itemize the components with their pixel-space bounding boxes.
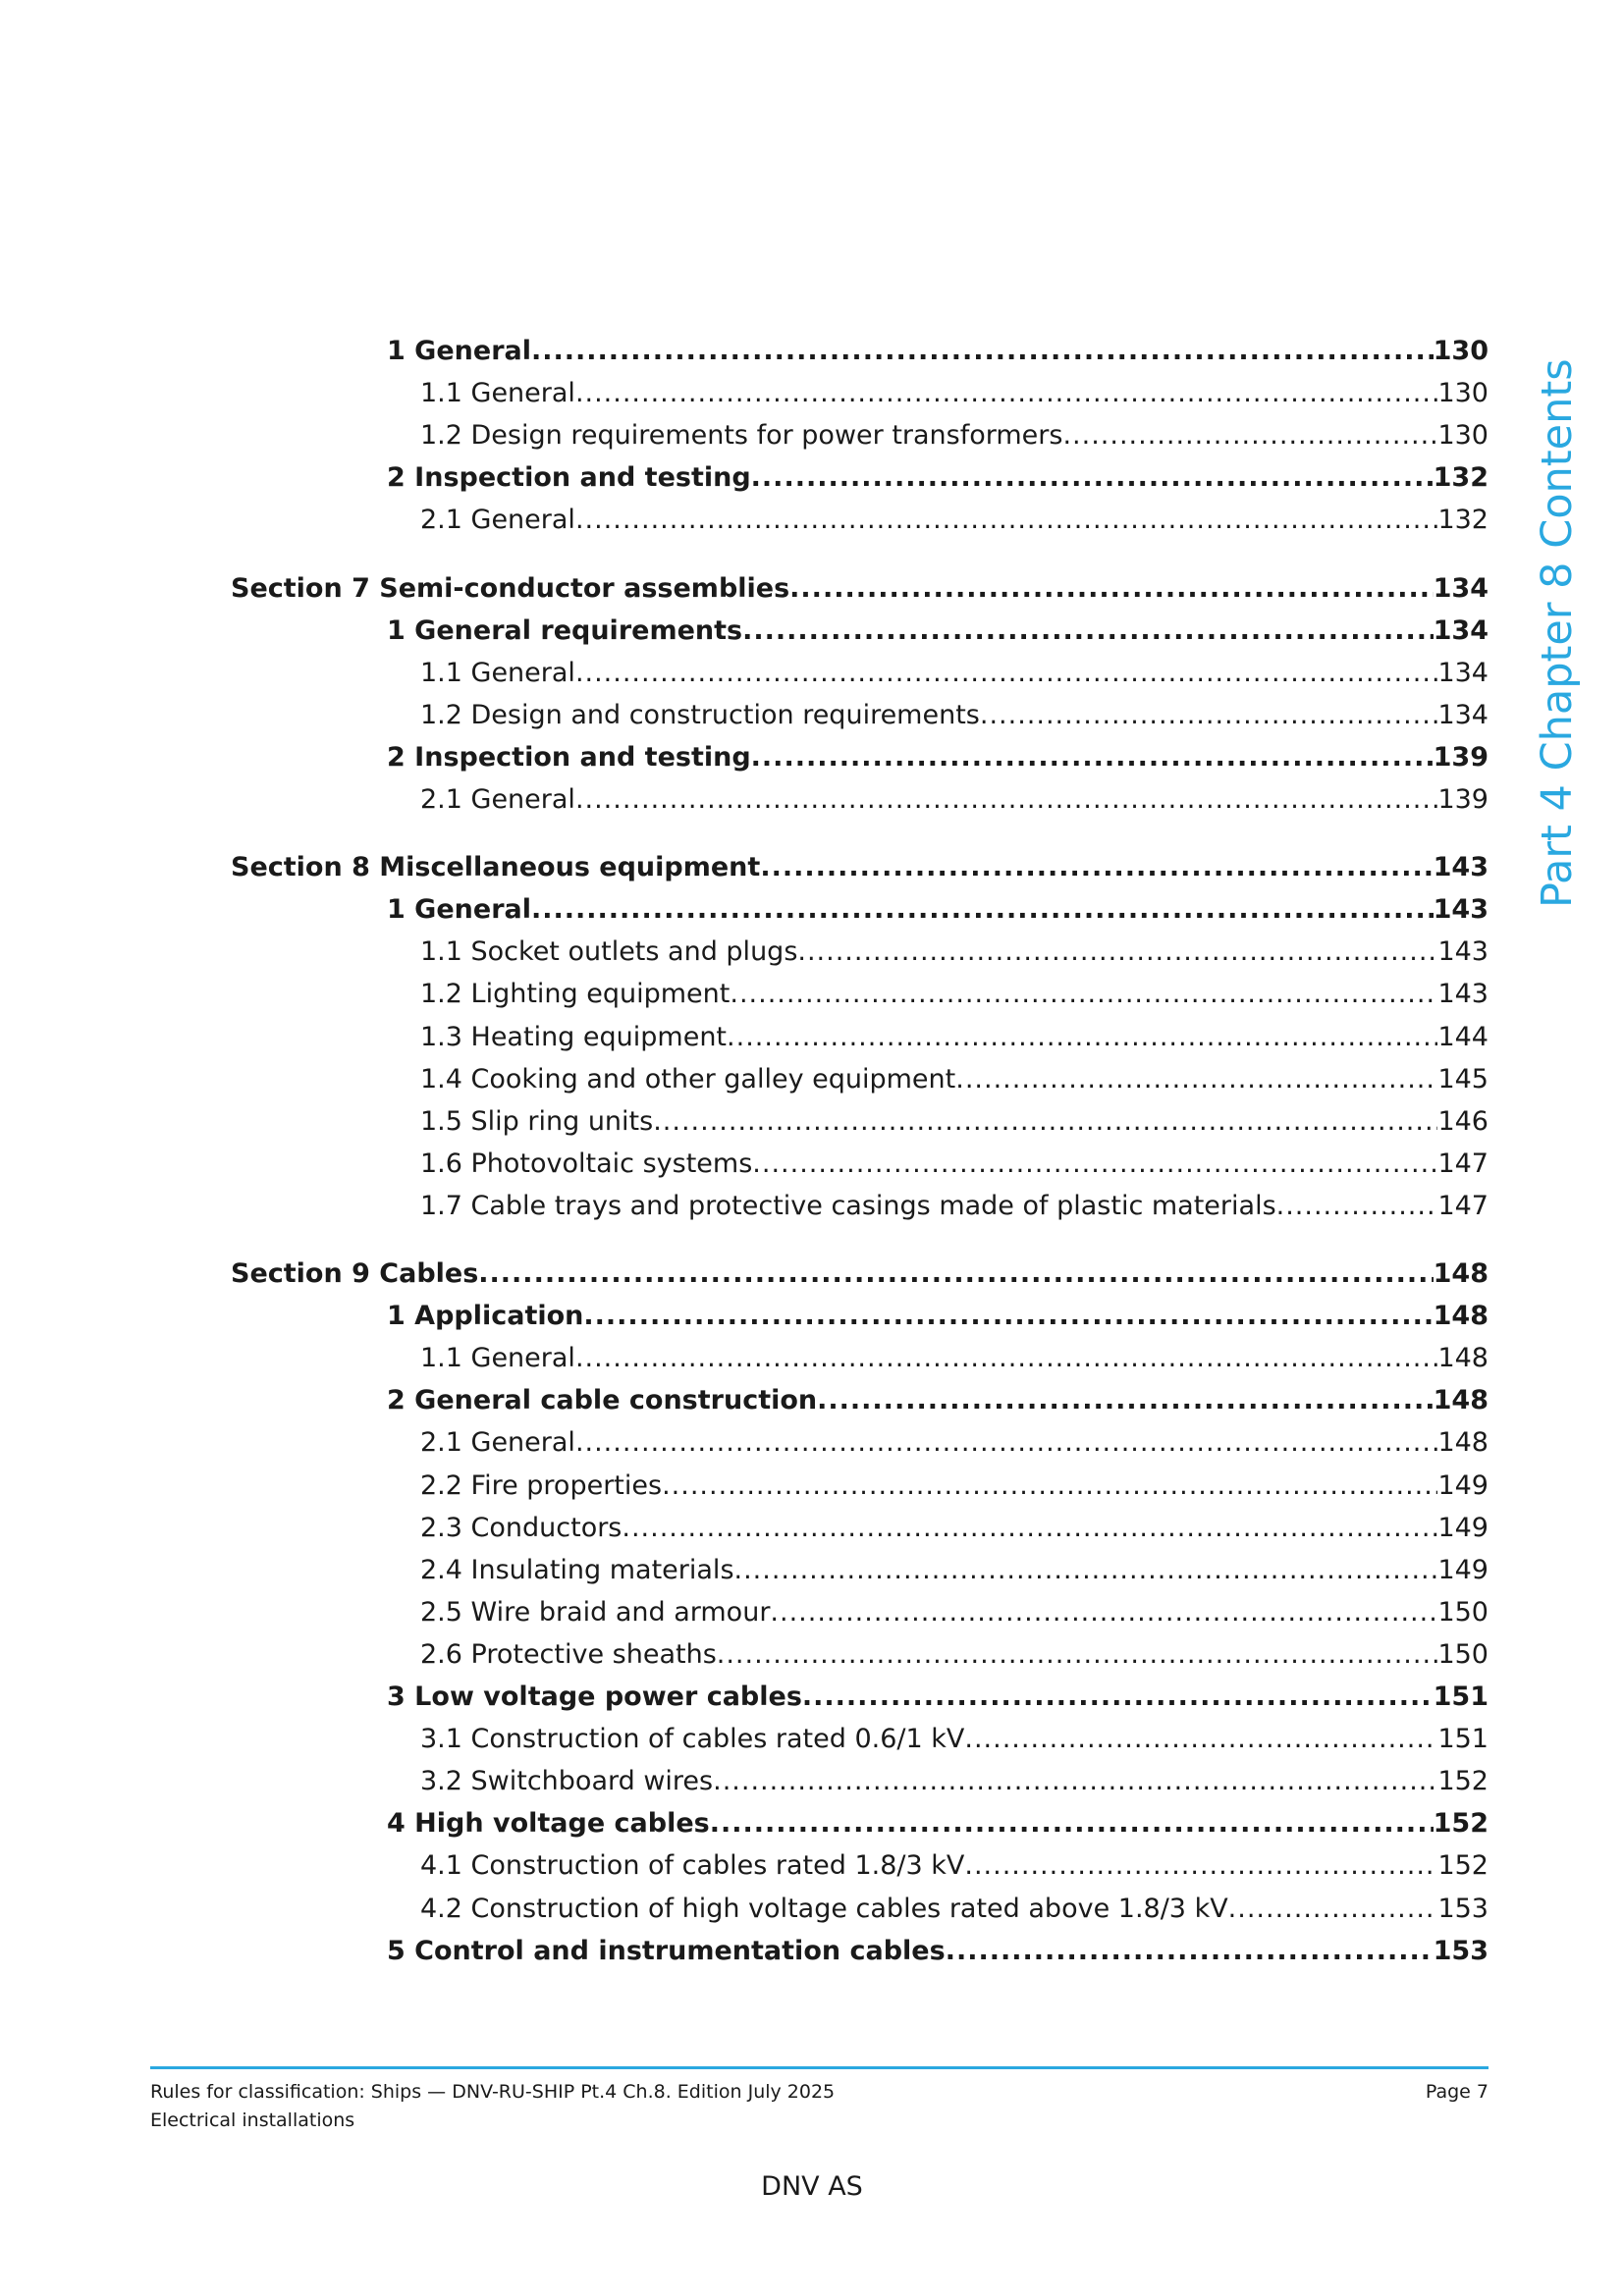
toc-entry-page: 153 bbox=[1433, 1935, 1489, 1966]
toc-entry-title: 3.1 Construction of cables rated 0.6/1 kV bbox=[420, 1724, 965, 1755]
toc-entry[interactable] bbox=[420, 1762, 1489, 1801]
toc-entry-title: 1.2 Design requirements for power transformers bbox=[420, 420, 1063, 452]
toc-entry-page: 134 bbox=[1433, 572, 1489, 604]
toc-leader-dots bbox=[734, 1551, 1438, 1590]
toc-leader-dots bbox=[980, 696, 1438, 735]
toc-entry-title: 1 General bbox=[387, 894, 531, 926]
toc-entry-page: 130 bbox=[1433, 336, 1489, 366]
footer-rule bbox=[150, 2066, 1489, 2069]
toc-entry[interactable] bbox=[420, 1635, 1489, 1675]
toc-entry[interactable] bbox=[420, 780, 1489, 820]
toc-entry-page: 134 bbox=[1437, 699, 1489, 730]
toc-leader-dots bbox=[575, 1339, 1438, 1378]
toc-entry[interactable] bbox=[420, 1467, 1489, 1506]
toc-entry[interactable] bbox=[420, 696, 1489, 735]
side-title: Part 4 Chapter 8 Contents bbox=[1533, 358, 1582, 908]
toc-leader-dots bbox=[751, 738, 1434, 777]
toc-entry-page: 150 bbox=[1437, 1596, 1489, 1628]
toc-entry[interactable] bbox=[387, 1932, 1489, 1971]
toc-entry-page: 132 bbox=[1437, 505, 1489, 536]
toc-entry-title: 1.1 General bbox=[420, 378, 575, 409]
toc-entry[interactable] bbox=[420, 1890, 1489, 1929]
toc-entry[interactable] bbox=[387, 890, 1489, 930]
toc-leader-dots bbox=[622, 1509, 1437, 1548]
toc-entry[interactable] bbox=[420, 1509, 1489, 1548]
toc-entry-page: 134 bbox=[1437, 657, 1489, 688]
toc-entry-title: 3.2 Switchboard wires bbox=[420, 1766, 714, 1797]
toc-entry[interactable] bbox=[420, 654, 1489, 693]
toc-entry-title: Section 8 Miscellaneous equipment bbox=[231, 852, 761, 883]
toc-entry-title: 2.1 General bbox=[420, 505, 575, 536]
toc-entry-title: 4.2 Construction of high voltage cables rated above 1.8/3 kV bbox=[420, 1893, 1228, 1924]
toc-entry[interactable] bbox=[420, 1060, 1489, 1099]
toc-entry-title: 5 Control and instrumentation cables bbox=[387, 1935, 946, 1966]
toc-entry-title: 2.1 General bbox=[420, 1427, 575, 1459]
toc-entry-page: 150 bbox=[1437, 1638, 1489, 1670]
toc-entry[interactable] bbox=[420, 1339, 1489, 1378]
toc-leader-dots bbox=[653, 1102, 1437, 1142]
toc-leader-dots bbox=[1062, 416, 1437, 455]
toc-entry[interactable] bbox=[387, 738, 1489, 777]
toc-leader-dots bbox=[710, 1804, 1434, 1843]
toc-entry[interactable] bbox=[387, 1678, 1489, 1717]
toc-entry-title: 4 High voltage cables bbox=[387, 1808, 710, 1840]
toc-leader-dots bbox=[770, 1593, 1437, 1632]
footer-page-number: Page 7 bbox=[1425, 2081, 1489, 2103]
toc-entry-page: 152 bbox=[1437, 1766, 1489, 1797]
toc-entry-title: 1.5 Slip ring units bbox=[420, 1105, 654, 1137]
toc-leader-dots bbox=[662, 1467, 1437, 1506]
toc-entry-page: 143 bbox=[1437, 979, 1489, 1010]
toc-leader-dots bbox=[575, 780, 1438, 820]
toc-leader-dots bbox=[717, 1635, 1438, 1675]
toc-entry[interactable] bbox=[420, 975, 1489, 1014]
footer-document-subtitle: Electrical installations bbox=[150, 2109, 355, 2131]
toc-entry-title: 2 Inspection and testing bbox=[387, 462, 751, 494]
toc-entry-page: 151 bbox=[1437, 1724, 1489, 1755]
footer-company: DNV AS bbox=[761, 2171, 863, 2202]
toc-leader-dots bbox=[752, 1145, 1437, 1184]
toc-entry-title: 3 Low voltage power cables bbox=[387, 1682, 802, 1712]
toc-entry-page: 148 bbox=[1437, 1343, 1489, 1374]
toc-entry[interactable] bbox=[420, 1018, 1489, 1057]
toc-entry-page: 148 bbox=[1433, 1258, 1489, 1289]
toc-entry-page: 149 bbox=[1437, 1469, 1489, 1501]
toc-entry-title: 1.1 General bbox=[420, 1343, 575, 1374]
toc-entry-page: 153 bbox=[1437, 1893, 1489, 1924]
toc-entry-title: Section 9 Cables bbox=[231, 1258, 479, 1289]
toc-entry-page: 148 bbox=[1433, 1301, 1489, 1332]
toc-entry-page: 143 bbox=[1433, 894, 1489, 926]
toc-entry-title: 1 General requirements bbox=[387, 614, 743, 646]
toc-leader-dots bbox=[802, 1678, 1434, 1717]
toc-entry-page: 144 bbox=[1437, 1021, 1489, 1052]
toc-leader-dots bbox=[730, 975, 1437, 1014]
toc-entry-title: 2.3 Conductors bbox=[420, 1512, 623, 1543]
toc-leader-dots bbox=[964, 1846, 1437, 1886]
toc-leader-dots bbox=[727, 1018, 1437, 1057]
toc-entry-title: 1.7 Cable trays and protective casings made of plastic materials bbox=[420, 1190, 1276, 1221]
toc-leader-dots bbox=[713, 1762, 1437, 1801]
toc-leader-dots bbox=[575, 654, 1438, 693]
toc-entry-page: 143 bbox=[1437, 936, 1489, 968]
toc-entry-title: 1.4 Cooking and other galley equipment bbox=[420, 1063, 956, 1095]
toc-entry-title: 2.2 Fire properties bbox=[420, 1469, 663, 1501]
toc-entry-title: 4.1 Construction of cables rated 1.8/3 kV bbox=[420, 1850, 965, 1882]
toc-leader-dots bbox=[1276, 1187, 1438, 1226]
toc-entry[interactable] bbox=[387, 612, 1489, 651]
toc-leader-dots bbox=[751, 458, 1434, 498]
toc-entry[interactable] bbox=[231, 1255, 1489, 1294]
toc-leader-dots bbox=[760, 848, 1433, 887]
toc-entry-title: 2.6 Protective sheaths bbox=[420, 1638, 717, 1670]
toc-leader-dots bbox=[531, 332, 1434, 371]
toc-entry-title: 1.6 Photovoltaic systems bbox=[420, 1148, 753, 1179]
toc-entry-page: 139 bbox=[1437, 784, 1489, 815]
toc-entry[interactable] bbox=[387, 1381, 1489, 1420]
toc-entry-page: 147 bbox=[1437, 1148, 1489, 1179]
toc-leader-dots bbox=[955, 1060, 1437, 1099]
toc-leader-dots bbox=[575, 1423, 1438, 1463]
toc-leader-dots bbox=[478, 1255, 1433, 1294]
toc-entry[interactable] bbox=[387, 1804, 1489, 1843]
toc-leader-dots bbox=[797, 933, 1437, 972]
toc-entry[interactable] bbox=[231, 848, 1489, 887]
toc-entry-title: 1.1 Socket outlets and plugs bbox=[420, 936, 798, 968]
toc-entry[interactable] bbox=[420, 374, 1489, 413]
toc-entry-title: 1 Application bbox=[387, 1301, 584, 1332]
toc-entry-title: 2.4 Insulating materials bbox=[420, 1554, 734, 1585]
toc-entry-title: 1.3 Heating equipment bbox=[420, 1021, 728, 1052]
toc-entry-title: Section 7 Semi-conductor assemblies bbox=[231, 572, 790, 604]
toc-entry-page: 149 bbox=[1437, 1512, 1489, 1543]
toc-entry-title: 1.2 Design and construction requirements bbox=[420, 699, 980, 730]
footer-document-title: Rules for classification: Ships — DNV-RU-SHIP Pt.4 Ch.8. Edition July 2025 bbox=[150, 2081, 836, 2103]
toc-leader-dots bbox=[1228, 1890, 1438, 1929]
toc-entry-title: 2 General cable construction bbox=[387, 1385, 818, 1416]
toc-entry-page: 130 bbox=[1437, 378, 1489, 409]
toc-entry-page: 148 bbox=[1433, 1385, 1489, 1416]
toc-leader-dots bbox=[531, 890, 1434, 930]
toc-entry-title: 1 General bbox=[387, 336, 531, 366]
toc-leader-dots bbox=[789, 569, 1433, 609]
toc-entry-page: 134 bbox=[1433, 614, 1489, 646]
toc-entry-title: 1.2 Lighting equipment bbox=[420, 979, 731, 1010]
toc-entry[interactable] bbox=[387, 332, 1489, 371]
toc-entry-page: 145 bbox=[1437, 1063, 1489, 1095]
toc-entry-title: 1.1 General bbox=[420, 657, 575, 688]
toc-leader-dots bbox=[964, 1720, 1437, 1759]
toc-entry[interactable] bbox=[420, 1551, 1489, 1590]
toc-entry[interactable] bbox=[420, 933, 1489, 972]
toc-entry-title: 2.5 Wire braid and armour bbox=[420, 1596, 771, 1628]
toc-entry[interactable] bbox=[420, 1145, 1489, 1184]
toc-entry-page: 130 bbox=[1437, 420, 1489, 452]
toc-entry[interactable] bbox=[387, 1297, 1489, 1336]
toc-leader-dots bbox=[946, 1932, 1434, 1971]
toc-entry[interactable] bbox=[420, 1187, 1489, 1226]
toc-entry[interactable] bbox=[420, 1593, 1489, 1632]
toc-entry-page: 149 bbox=[1437, 1554, 1489, 1585]
toc-entry-title: 2 Inspection and testing bbox=[387, 741, 751, 773]
toc-entry[interactable] bbox=[231, 569, 1489, 609]
toc-entry[interactable] bbox=[420, 501, 1489, 540]
toc-entry[interactable] bbox=[420, 1720, 1489, 1759]
toc-entry-page: 151 bbox=[1433, 1682, 1489, 1712]
toc-entry[interactable] bbox=[387, 458, 1489, 498]
toc-leader-dots bbox=[817, 1381, 1433, 1420]
toc-entry-page: 152 bbox=[1437, 1850, 1489, 1882]
toc-leader-dots bbox=[575, 374, 1438, 413]
toc-leader-dots bbox=[742, 612, 1434, 651]
toc-entry-page: 132 bbox=[1433, 462, 1489, 494]
toc-entry-title: 2.1 General bbox=[420, 784, 575, 815]
toc-entry[interactable] bbox=[420, 1102, 1489, 1142]
toc-leader-dots bbox=[575, 501, 1438, 540]
toc-entry[interactable] bbox=[420, 1846, 1489, 1886]
toc-entry-page: 147 bbox=[1437, 1190, 1489, 1221]
toc-entry[interactable] bbox=[420, 416, 1489, 455]
toc-leader-dots bbox=[583, 1297, 1433, 1336]
toc-entry-page: 143 bbox=[1433, 852, 1489, 883]
toc-entry-page: 148 bbox=[1437, 1427, 1489, 1459]
toc-entry-page: 146 bbox=[1437, 1105, 1489, 1137]
toc-entry-page: 139 bbox=[1433, 741, 1489, 773]
toc-entry[interactable] bbox=[420, 1423, 1489, 1463]
toc-entry-page: 152 bbox=[1433, 1808, 1489, 1840]
